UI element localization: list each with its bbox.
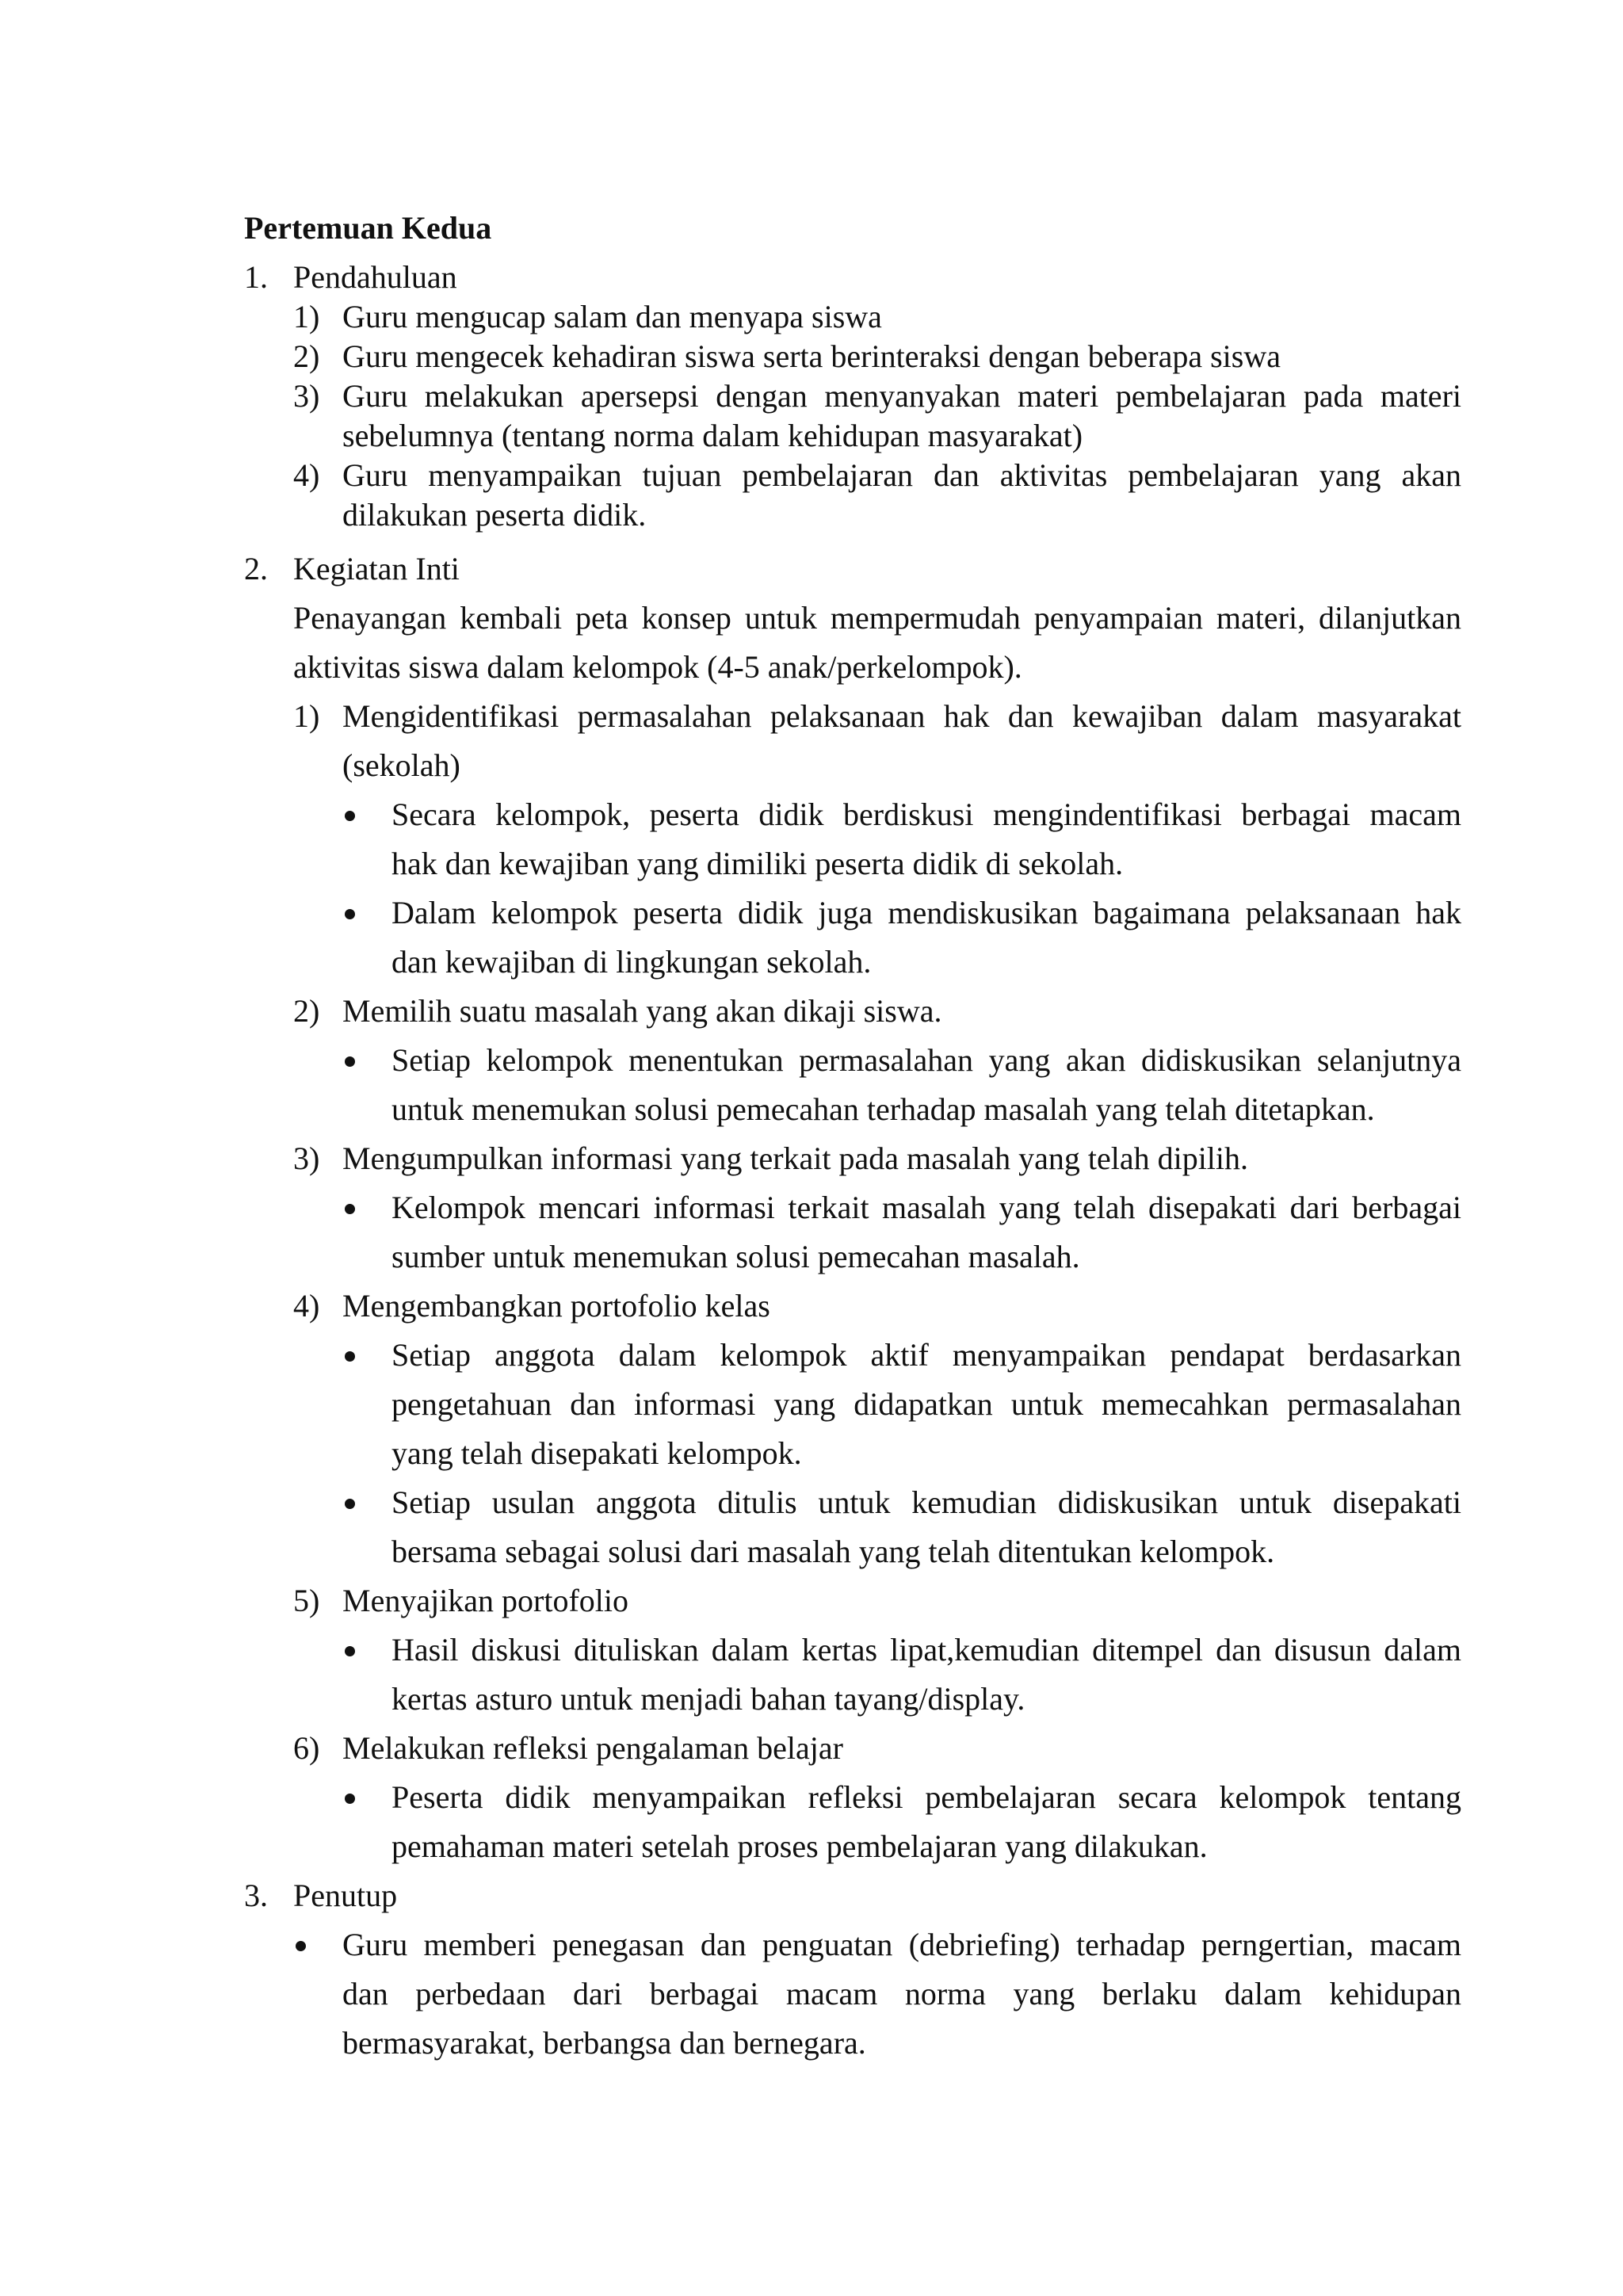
item-number: 1) — [293, 299, 320, 334]
bullet-icon — [345, 1794, 355, 1804]
list-item-text: Guru mengecek kehadiran siswa serta berinteraksi dengan beberapa siswa — [342, 338, 1281, 374]
item-number: 3) — [293, 1140, 320, 1176]
section-heading: Penutup — [293, 1878, 398, 1913]
bullet-text: yang telah disepakati kelompok. — [391, 1435, 802, 1471]
bullet-text: kertas asturo untuk menjadi bahan tayang/display. — [391, 1681, 1025, 1717]
intro-text: Penayangan kembali peta konsep untuk mempermudah penyampaian materi, dilanjutkan — [293, 600, 1461, 636]
list-item-text: Memilih suatu masalah yang akan dikaji siswa. — [342, 993, 942, 1029]
page-title: Pertemuan Kedua — [244, 210, 492, 246]
bullet-text: pemahaman materi setelah proses pembelajaran yang dilakukan. — [391, 1828, 1208, 1864]
item-number: 1) — [293, 698, 320, 734]
list-item-text: Guru mengucap salam dan menyapa siswa — [342, 299, 882, 334]
bullet-text: pengetahuan dan informasi yang didapatkan untuk memecahkan permasalahan — [391, 1386, 1461, 1422]
item-number: 4) — [293, 457, 320, 493]
bullet-text: Setiap anggota dalam kelompok aktif menyampaikan pendapat berdasarkan — [391, 1337, 1461, 1373]
list-item-text: Guru melakukan apersepsi dengan menyanyakan materi pembelajaran pada materi — [342, 378, 1461, 414]
item-number: 5) — [293, 1583, 320, 1618]
bullet-icon — [345, 1499, 355, 1509]
list-item-text: Mengidentifikasi permasalahan pelaksanaan hak dan kewajiban dalam masyarakat — [342, 698, 1461, 734]
list-item-text: (sekolah) — [342, 747, 460, 783]
bullet-text: bersama sebagai solusi dari masalah yang telah ditentukan kelompok. — [391, 1534, 1275, 1569]
bullet-text: Guru memberi penegasan dan penguatan (debriefing) terhadap perngertian, macam — [342, 1927, 1461, 1962]
bullet-icon — [345, 811, 355, 821]
bullet-text: dan perbedaan dari berbagai macam norma yang berlaku dalam kehidupan — [342, 1976, 1461, 2011]
bullet-text: untuk menemukan solusi pemecahan terhadap masalah yang telah ditetapkan. — [391, 1091, 1375, 1127]
bullet-text: bermasyarakat, berbangsa dan bernegara. — [342, 2025, 866, 2061]
section-number: 1. — [244, 259, 268, 295]
bullet-text: dan kewajiban di lingkungan sekolah. — [391, 944, 872, 980]
bullet-text: hak dan kewajiban yang dimiliki peserta didik di sekolah. — [391, 846, 1124, 881]
item-number: 3) — [293, 378, 320, 414]
item-number: 6) — [293, 1730, 320, 1766]
bullet-icon — [345, 1646, 355, 1656]
item-number: 2) — [293, 993, 320, 1029]
section-heading: Kegiatan Inti — [293, 551, 460, 586]
bullet-text: Hasil diskusi dituliskan dalam kertas lipat,kemudian ditempel dan disusun dalam — [391, 1632, 1461, 1668]
section-number: 2. — [244, 551, 268, 586]
bullet-text: Dalam kelompok peserta didik juga mendiskusikan bagaimana pelaksanaan hak — [391, 895, 1461, 930]
list-item-text: Mengembangkan portofolio kelas — [342, 1288, 770, 1324]
bullet-icon — [345, 1056, 355, 1067]
section-number: 3. — [244, 1878, 268, 1913]
bullet-text: Setiap usulan anggota ditulis untuk kemudian didiskusikan untuk disepakati — [391, 1484, 1461, 1520]
bullet-icon — [345, 909, 355, 919]
bullet-text: Peserta didik menyampaikan refleksi pembelajaran secara kelompok tentang — [391, 1779, 1461, 1815]
item-number: 4) — [293, 1288, 320, 1324]
list-item-text: Guru menyampaikan tujuan pembelajaran dan aktivitas pembelajaran yang akan — [342, 457, 1461, 493]
bullet-icon — [345, 1351, 355, 1362]
item-number: 2) — [293, 338, 320, 374]
list-item-text: sebelumnya (tentang norma dalam kehidupan masyarakat) — [342, 418, 1083, 453]
bullet-text: sumber untuk menemukan solusi pemecahan masalah. — [391, 1239, 1080, 1274]
list-item-text: Mengumpulkan informasi yang terkait pada masalah yang telah dipilih. — [342, 1140, 1249, 1176]
list-item-text: Melakukan refleksi pengalaman belajar — [342, 1730, 843, 1766]
bullet-icon — [345, 1204, 355, 1214]
list-item-text: dilakukan peserta didik. — [342, 497, 647, 533]
bullet-text: Setiap kelompok menentukan permasalahan yang akan didiskusikan selanjutnya — [391, 1042, 1461, 1078]
section-heading: Pendahuluan — [293, 259, 457, 295]
intro-text: aktivitas siswa dalam kelompok (4-5 anak/perkelompok). — [293, 649, 1022, 685]
bullet-text: Kelompok mencari informasi terkait masalah yang telah disepakati dari berbagai — [391, 1190, 1461, 1225]
bullet-icon — [296, 1941, 306, 1951]
bullet-text: Secara kelompok, peserta didik berdiskusi mengindentifikasi berbagai macam — [391, 797, 1461, 832]
list-item-text: Menyajikan portofolio — [342, 1583, 629, 1618]
